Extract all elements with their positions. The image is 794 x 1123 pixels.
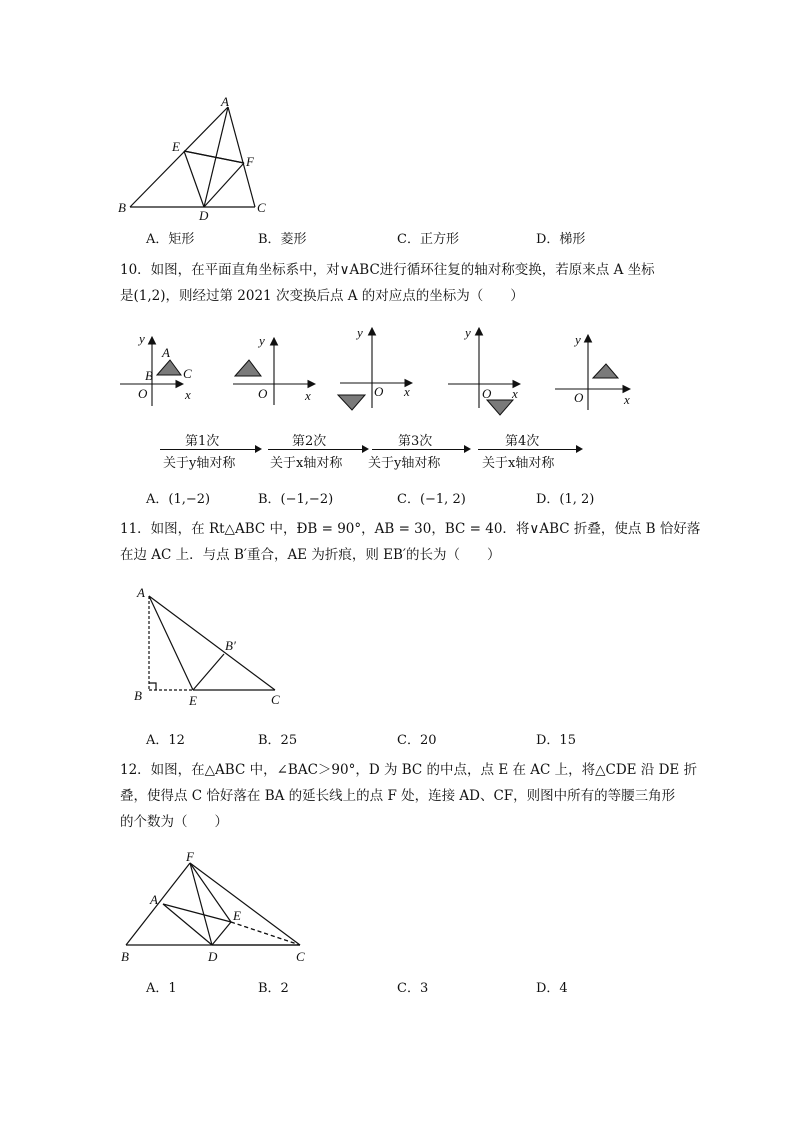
q10-axis-y-2: y xyxy=(259,333,265,348)
q10-step2-bottom: 关于x轴对称 xyxy=(270,456,343,471)
q12-label-E: E xyxy=(233,908,241,923)
q11-label-A: A xyxy=(137,585,145,600)
q9-option-b[interactable]: B．菱形 xyxy=(258,232,307,247)
q10-axis-x-2: x xyxy=(305,388,311,403)
q10-axis-y-1: y xyxy=(139,331,145,346)
q10-origin-1: O xyxy=(138,386,148,401)
q12-label-F: F xyxy=(186,849,194,864)
q9-label-E: E xyxy=(172,139,180,154)
q10-axis-x-3: x xyxy=(404,384,410,399)
q12-label-B: B xyxy=(121,949,129,964)
q12-option-b[interactable]: B．2 xyxy=(258,981,289,996)
q10-option-d[interactable]: D．(1, 2) xyxy=(536,492,595,507)
q10-axis-x-1: x xyxy=(185,387,191,402)
q12-label-D: D xyxy=(208,949,218,964)
q9-label-A: A xyxy=(221,94,229,109)
q10-step4-bottom: 关于x轴对称 xyxy=(482,456,555,471)
q12-label-C: C xyxy=(296,949,305,964)
q9-label-B: B xyxy=(118,200,126,215)
q10-step3-bottom: 关于y轴对称 xyxy=(368,456,441,471)
q9-option-c[interactable]: C．正方形 xyxy=(397,232,459,247)
q10-step1-top: 第1次 xyxy=(185,434,220,449)
q10-axis-x-5: x xyxy=(624,392,630,407)
q11-option-c[interactable]: C．20 xyxy=(397,733,437,748)
q10-option-a[interactable]: A．(1,−2) xyxy=(146,492,211,507)
q10-axis-y-3: y xyxy=(357,325,363,340)
q10-point-C: C xyxy=(183,366,192,381)
q10-origin-4: O xyxy=(482,386,492,401)
q10-step1-bottom: 关于y轴对称 xyxy=(163,456,236,471)
q10-option-b[interactable]: B．(−1,−2) xyxy=(258,492,334,507)
q11-option-a[interactable]: A．12 xyxy=(146,733,185,748)
q12-option-d[interactable]: D．4 xyxy=(536,981,568,996)
q9-option-d[interactable]: D．梯形 xyxy=(536,232,586,247)
q10-axis-y-4: y xyxy=(465,325,471,340)
q11-option-b[interactable]: B．25 xyxy=(258,733,298,748)
q10-stem-line2: 是(1,2)，则经过第 2021 次变换后点 A 的对应点的坐标为（ ） xyxy=(120,288,524,304)
q9-label-F: F xyxy=(246,154,254,169)
q10-point-B: B xyxy=(145,368,153,383)
q10-option-c[interactable]: C．(−1, 2) xyxy=(397,492,466,507)
q10-axis-x-4: x xyxy=(512,386,518,401)
q10-axis-y-5: y xyxy=(575,332,581,347)
q11-label-B: B xyxy=(134,688,142,703)
q12-option-c[interactable]: C．3 xyxy=(397,981,429,996)
q11-stem-line1: 11．如图，在 Rt△ABC 中，ÐB = 90°，AB = 30，BC = 40．将∨ABC 折叠，使点 B 恰好落 xyxy=(120,521,701,537)
q10-step3-top: 第3次 xyxy=(398,434,433,449)
q10-step2-top: 第2次 xyxy=(292,434,327,449)
q10-origin-5: O xyxy=(574,390,584,405)
q12-stem-line2: 叠，使得点 C 恰好落在 BA 的延长线上的点 F 处，连接 AD、CF，则图中所有的等腰三角形 xyxy=(120,788,676,804)
q10-stem-line1: 10．如图，在平面直角坐标系中，对∨ABC进行循环往复的轴对称变换，若原来点 A 坐标 xyxy=(120,262,655,278)
q10-origin-3: O xyxy=(374,384,384,399)
q12-stem-line3: 的个数为（ ） xyxy=(120,814,228,830)
q12-label-A: A xyxy=(150,892,158,907)
q11-option-d[interactable]: D．15 xyxy=(536,733,576,748)
q10-step4-top: 第4次 xyxy=(505,434,540,449)
q11-label-C: C xyxy=(271,692,280,707)
q9-label-C: C xyxy=(257,200,266,215)
q11-stem-line2: 在边 AC 上．与点 B′重合，AE 为折痕，则 EB′的长为（ ） xyxy=(120,547,501,563)
q12-option-a[interactable]: A．1 xyxy=(146,981,177,996)
q10-origin-2: O xyxy=(258,386,268,401)
q9-label-D: D xyxy=(199,208,209,223)
q12-stem-line1: 12．如图，在△ABC 中，∠BAC＞90°，D 为 BC 的中点，点 E 在 AC 上，将△CDE 沿 DE 折 xyxy=(120,762,698,778)
q10-point-A: A xyxy=(162,345,170,360)
q9-option-a[interactable]: A．矩形 xyxy=(146,232,195,247)
q11-label-Bp: B′ xyxy=(225,638,236,653)
q11-label-E: E xyxy=(189,693,197,708)
